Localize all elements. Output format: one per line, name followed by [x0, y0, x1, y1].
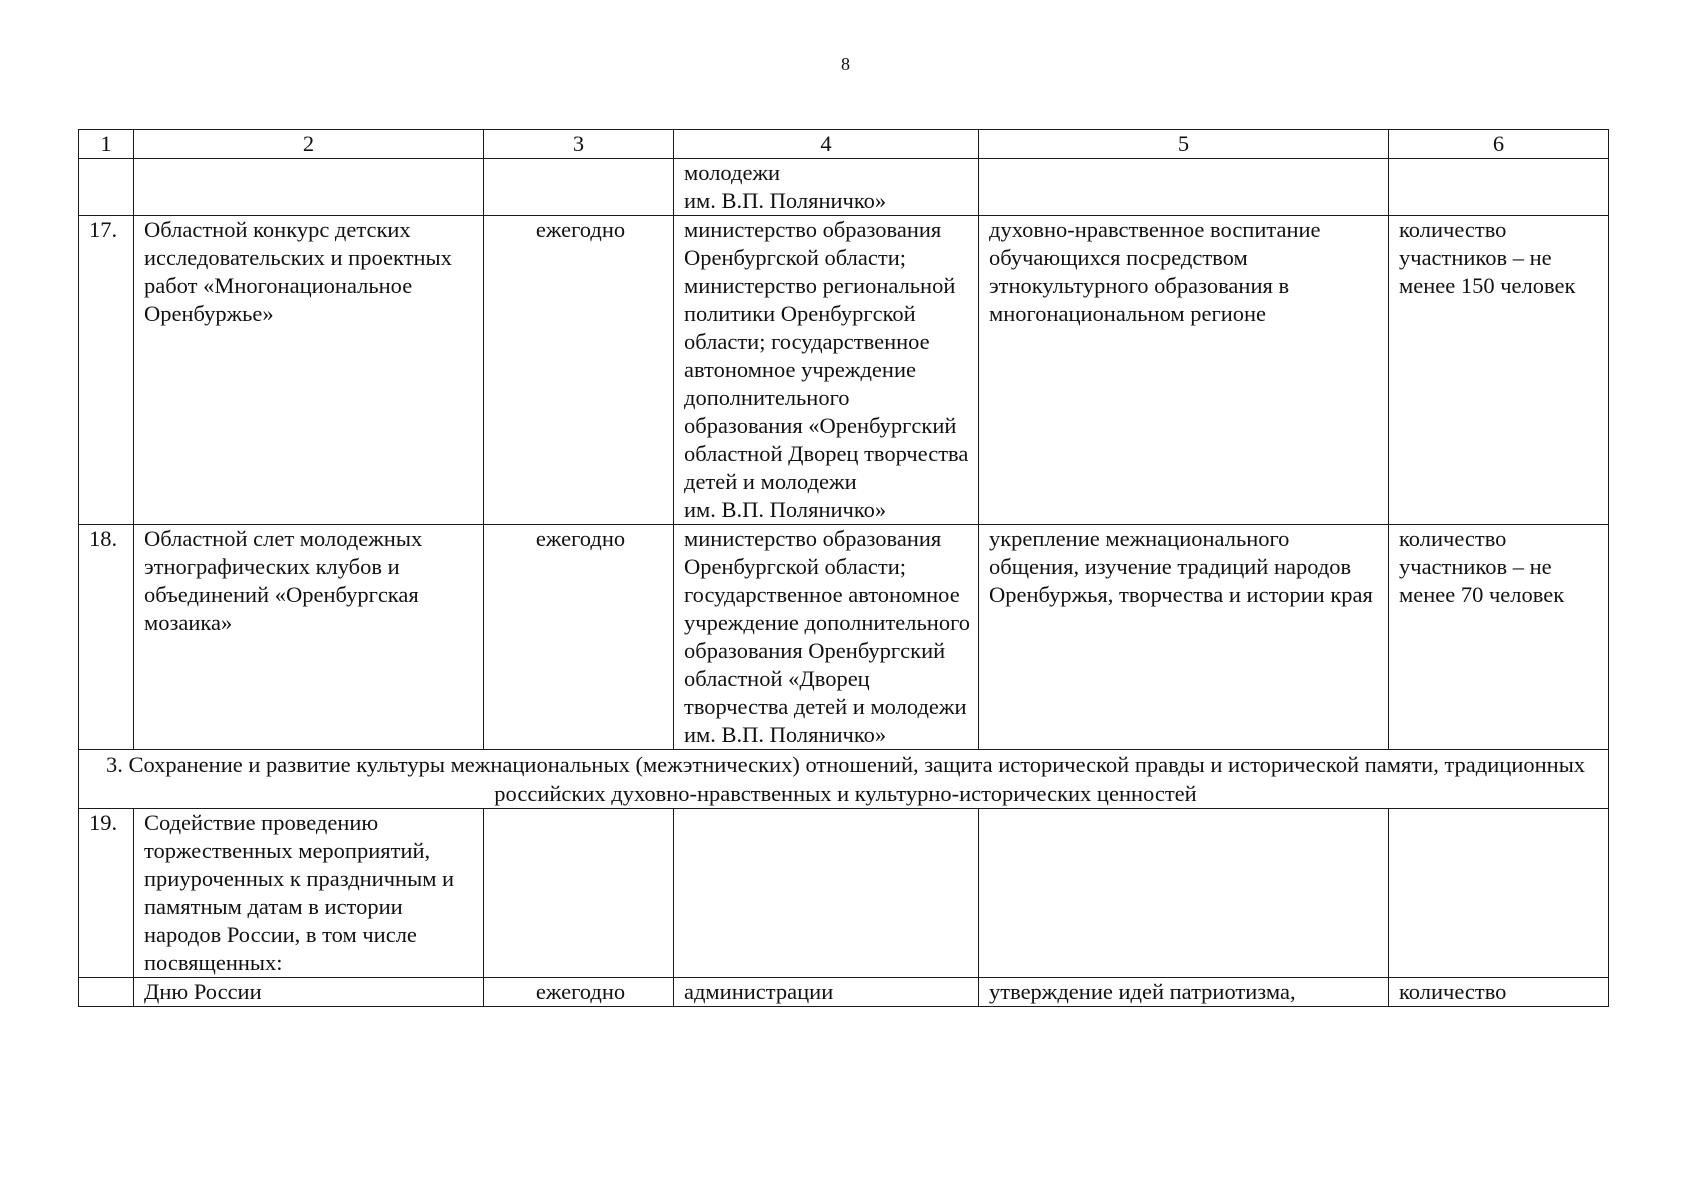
column-header: 4 [674, 130, 979, 159]
column-header: 6 [1389, 130, 1609, 159]
goal-cell: утверждение идей патриотизма, [979, 978, 1389, 1007]
executors-line: министерство образования Оренбургской области; государственное автономное учреждение дополнительного образования Оренбургский областной «Дворец творчества детей и молодежи им. В.П. Поляничко» [684, 526, 970, 747]
table-row [79, 216, 1609, 525]
column-header: 3 [484, 130, 674, 159]
period-cell [484, 159, 674, 216]
table-row [79, 525, 1609, 750]
indicator-cell: количество участников – не менее 70 человек [1389, 525, 1609, 750]
column-header: 2 [134, 130, 484, 159]
event-cell: Областной слет молодежных этнографических клубов и объединений «Оренбургская мозаика» [134, 525, 484, 750]
executors-cell [674, 525, 979, 750]
period-cell [484, 809, 674, 978]
goal-cell [979, 809, 1389, 978]
goal-cell: укрепление межнационального общения, изучение традиций народов Оренбуржья, творчества и истории края [979, 525, 1389, 750]
executors-cell [674, 809, 979, 978]
executors-line: молодежи им. В.П. Поляничко» [684, 160, 887, 213]
indicator-cell: количество участников – не менее 150 человек [1389, 216, 1609, 525]
row-number: 18. [79, 525, 134, 750]
section-heading: 3. Сохранение и развитие культуры межнациональных (межэтнических) отношений, защита исторической правды и исторической памяти, традиционных российских духовно-нравственных и культурно-исторических ценностей [79, 750, 1609, 809]
indicator-cell [1389, 809, 1609, 978]
executors-cell [674, 159, 979, 216]
executors-cell [674, 216, 979, 525]
period-cell: ежегодно [484, 216, 674, 525]
period-cell: ежегодно [484, 978, 674, 1007]
column-number-row [79, 130, 1609, 159]
executors-cell: администрации [674, 978, 979, 1007]
event-cell: Дню России [134, 978, 484, 1007]
page-number: 8 [841, 54, 850, 74]
goal-cell: духовно-нравственное воспитание обучающихся посредством этнокультурного образования в многонациональном регионе [979, 216, 1389, 525]
column-header: 5 [979, 130, 1389, 159]
event-cell: Областной конкурс детских исследовательских и проектных работ «Многонациональное Оренбуржье» [134, 216, 484, 525]
row-number: 17. [79, 216, 134, 525]
table-row [79, 809, 1609, 978]
executors-line: министерство образования Оренбургской области; министерство региональной политики Оренбургской области; государственное автономное учреждение дополнительного образования «Оренбургский областной Дворец творчества детей и молодежи им. В.П. Поляничко» [684, 217, 969, 522]
indicator-cell: количество [1389, 978, 1609, 1007]
row-number [79, 159, 134, 216]
goal-cell [979, 159, 1389, 216]
period-cell: ежегодно [484, 525, 674, 750]
row-number [79, 978, 134, 1007]
indicator-cell [1389, 159, 1609, 216]
event-cell [134, 159, 484, 216]
measures-table [78, 129, 1609, 1007]
event-cell: Содействие проведению торжественных мероприятий, приуроченных к праздничным и памятным датам в истории народов России, в том числе посвященных: [134, 809, 484, 978]
column-header: 1 [79, 130, 134, 159]
row-number: 19. [79, 809, 134, 978]
section-row [79, 750, 1609, 809]
table-row [79, 978, 1609, 1007]
table-row [79, 159, 1609, 216]
